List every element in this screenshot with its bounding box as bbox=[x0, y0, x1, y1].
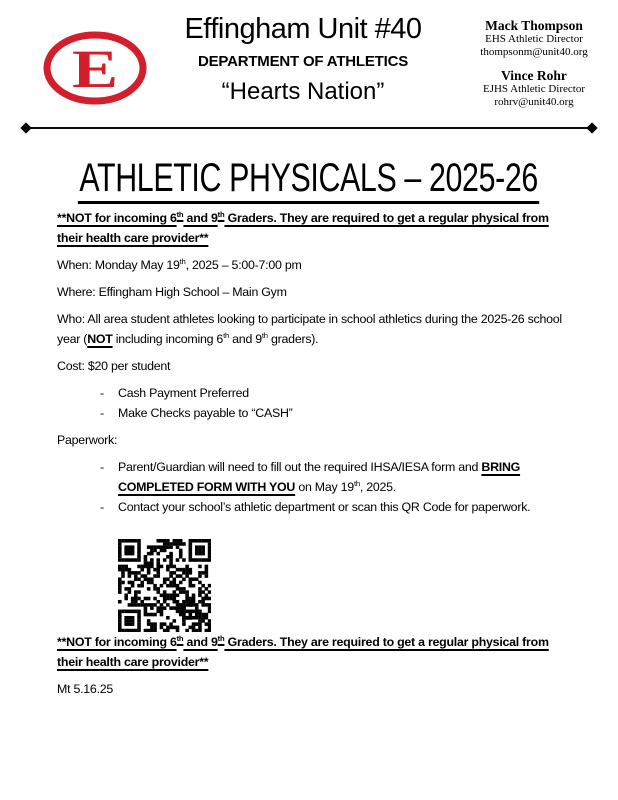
header-divider bbox=[22, 122, 596, 134]
contact-title: EJHS Athletic Director bbox=[482, 83, 586, 95]
paperwork-qr-code bbox=[118, 539, 211, 632]
list-item bbox=[57, 457, 564, 497]
diamond-left-icon bbox=[20, 122, 31, 133]
org-name: Effingham Unit #40 bbox=[184, 13, 422, 45]
contact-email: thompsonm@unit40.org bbox=[480, 46, 588, 58]
logo-svg bbox=[42, 30, 148, 106]
grade-exclusion-notice-top: **NOT for incoming 6th and 9th Graders. They are required to get a regular physical from their health care provider** bbox=[57, 209, 549, 245]
contact-title: EHS Athletic Director bbox=[485, 33, 583, 45]
grade-exclusion-notice-bottom: **NOT for incoming 6th and 9th Graders. They are required to get a regular physical from their health care provider** bbox=[57, 633, 549, 669]
header bbox=[0, 0, 618, 120]
contact-card bbox=[456, 68, 612, 109]
bullet-dash: - bbox=[100, 500, 104, 514]
bullet-dash: - bbox=[100, 386, 104, 400]
cost-line: Cost: $20 per student bbox=[57, 359, 171, 373]
paperwork-label: Paperwork: bbox=[57, 433, 118, 447]
diamond-right-icon bbox=[586, 122, 597, 133]
page-title: ATHLETIC PHYSICALS – 2025-26 bbox=[78, 156, 540, 204]
contact-name: Vince Rohr bbox=[501, 68, 567, 83]
bullet-dash: - bbox=[100, 406, 104, 420]
bullet-text: Make Checks payable to “CASH” bbox=[118, 406, 293, 420]
when-line: When: Monday May 19th, 2025 – 5:00-7:00 pm bbox=[57, 256, 302, 272]
payment-bullet-list bbox=[57, 383, 564, 423]
effingham-e-logo-icon bbox=[42, 30, 148, 111]
title-row bbox=[0, 156, 618, 208]
bullet-text: Cash Payment Preferred bbox=[118, 386, 249, 400]
bullet-text: Contact your school’s athletic department or scan this QR Code for paperwork. bbox=[118, 500, 531, 514]
list-item bbox=[57, 403, 564, 423]
bullet-dash: - bbox=[100, 460, 104, 474]
department-name: DEPARTMENT OF ATHLETICS bbox=[197, 53, 409, 70]
motto: “Hearts Nation” bbox=[221, 78, 385, 105]
list-item bbox=[57, 383, 564, 403]
contact-card bbox=[456, 18, 612, 59]
document-body bbox=[57, 208, 564, 699]
divider-line bbox=[27, 127, 591, 129]
contact-name: Mack Thompson bbox=[485, 18, 583, 33]
paperwork-bullet-list bbox=[57, 457, 564, 517]
header-center bbox=[150, 12, 456, 106]
bullet-text: Parent/Guardian will need to fill out the required IHSA/IESA form and BRING COMPLETED FORM WITH YOU on May 19th, 2025. bbox=[118, 460, 521, 494]
contact-email: rohrv@unit40.org bbox=[494, 96, 574, 108]
where-line: Where: Effingham High School – Main Gym bbox=[57, 285, 287, 299]
logo-letter: E bbox=[71, 39, 119, 100]
list-item bbox=[57, 497, 564, 517]
who-line: Who: All area student athletes looking to participate in school athletics during the 2025-26 school year (NOT including incoming 6th and 9th graders). bbox=[57, 312, 562, 346]
contact-block bbox=[456, 18, 612, 109]
footer-note: Mt 5.16.25 bbox=[57, 682, 114, 696]
